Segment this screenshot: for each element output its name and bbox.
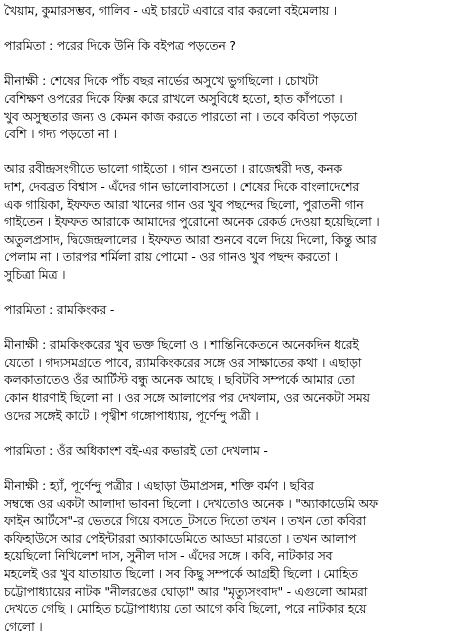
text-line: দেখতে গেছি । মোহিত চট্টোপাধ্যায় তো আগে কবি ছিলো, পরে নাটকার হয়ে — [4, 601, 367, 617]
speaker-line: পারমিতা : ওঁর অধিকাংশ বই-এর কভারই তো দেখলাম - — [4, 442, 268, 458]
text-line: কফিহাউসে আর পেইন্টাররা অ্যাকাডেমিতে আড্ডা মারতো । তখন আলাপ — [4, 530, 357, 546]
paragraph-gap — [4, 20, 453, 38]
text-line: দাশ, দেবব্রত বিশ্বাস - এঁদের গান ভালোবাসতো । শেষের দিকে বাংলাদেশের — [4, 178, 360, 194]
speaker-line: মীনাক্ষী : হ্যাঁ, পূর্ণেন্দু পত্রীর । এছাড়া উমাপ্রসন্ন, শক্তি বর্মণ । ছবির — [4, 478, 314, 494]
text-line: মহলেই ওর খুব যাতায়াত ছিলো । সব কিছু সম্পর্কে আগ্রহী ছিলো । মোহিত — [4, 566, 358, 581]
text-line: আর রবীন্দ্রসংগীতে ভালো গাইতো । গান শুনতো । রাজেশ্বরী দত্ত, কনক — [4, 161, 342, 177]
paragraph-gap — [4, 284, 453, 302]
paragraph-gap — [4, 424, 453, 442]
text-line: সুচিত্রা মিত্র । — [4, 266, 66, 282]
speaker-line: মীনাক্ষী : শেষের দিকে পাঁচ বছর নার্ভের অসুখে ভুগছিলো । চোখটা — [4, 73, 319, 89]
paragraph-gap — [4, 319, 453, 337]
text-line: যেতো । গদ্যসমগ্রতে পাবে, র‍্যামকিংকরের সঙ্গে ওর সাক্ষাতের কথা । এছাড়া — [4, 354, 362, 370]
text-line: বেশিক্ষণ ওপরের দিকে ফিক্স করে রাখলে অসুবিধে হতো, হাত কাঁপতো । — [4, 90, 343, 106]
speaker-line: পারমিতা : পরের দিকে উনি কি বইপত্র পড়তেন ? — [4, 38, 236, 54]
text-line: এক গায়িকা, ইফফত আরা খানের গান ওর খুব পছন্দের ছিলো, পুরাতনী গান — [4, 196, 364, 212]
interview-text — [4, 2, 453, 635]
text-line: খুব অসুস্থতার জন্য ও কেমন কাজ করতে পারতো না । তবে কবিতা পড়তো — [4, 108, 358, 124]
paragraph-gap — [4, 459, 453, 477]
text-line: হয়েছিলো নিখিলেশ দাস, সুনীল দাস - এঁদের সঙ্গে । কবি, নাটকার সব — [4, 548, 333, 564]
text-line: গেলো । — [4, 618, 43, 634]
text-line: সম্বন্ধে ওর একটা আলাদা ভাবনা ছিলো । দেখতোও অনেক । "অ্যাকাডেমি অফ — [4, 495, 378, 511]
text-line: গাইতেন । ইফফত আরাকে আমাদের পুরোনো অনেক রেকর্ড দেওয়া হয়েছিলো । — [4, 214, 380, 230]
text-line: পেলাম না । তারপর শর্মিলা রায় পোমো - ওর গানও খুব পছন্দ করতো । — [4, 249, 338, 265]
text-line: কলকাতাতেও ওঁর আর্টিস্ট বন্ধু অনেক আছে । ছবিটবি সম্পর্কে আমার তো — [4, 372, 355, 388]
text-line: বেশি । গদ্য পড়তো না । — [4, 126, 117, 142]
text-line: ফাইন আর্টসে"-র ভেতরে গিয়ে বসতে_টসতে দিতো তখন । তখন তো কবিরা — [4, 513, 366, 529]
speaker-line: মীনাক্ষী : রামকিংকরের খুব ভক্ত ছিলো ও । শান্তিনিকেতনে অনেকদিন ধরেই — [4, 337, 359, 353]
text-line: কোন ধারণাই ছিলো না । ওর সঙ্গে আলাপের পর দেখলাম, ওর অনেকটা সময় — [4, 390, 370, 406]
text-line: খৈয়াম, কুমারসম্ভব, গালিব - এই চারটে এবারে বার করলো বইমেলায় । — [4, 3, 337, 18]
text-line: চট্টোপাধ্যায়ের নাটক "নীলরঙের ঘোড়া" আর "মৃত্যুসংবাদ" - এগুলো আমরা — [4, 583, 368, 599]
speaker-line: পারমিতা : রামকিংকর - — [4, 302, 115, 318]
paragraph-gap — [4, 143, 453, 161]
paragraph-gap — [4, 55, 453, 73]
text-line: অতুলপ্রসাদ, দ্বিজেন্দ্রলালের । ইফফত আরা শুনবে বলে দিয়ে দিলো, কিন্তু আর — [4, 231, 377, 247]
text-line: ওদের সঙ্গেই কাটে । পৃথ্বীশ গঙ্গোপাধ্যায়, পূর্ণেন্দু পত্রী । — [4, 407, 259, 423]
